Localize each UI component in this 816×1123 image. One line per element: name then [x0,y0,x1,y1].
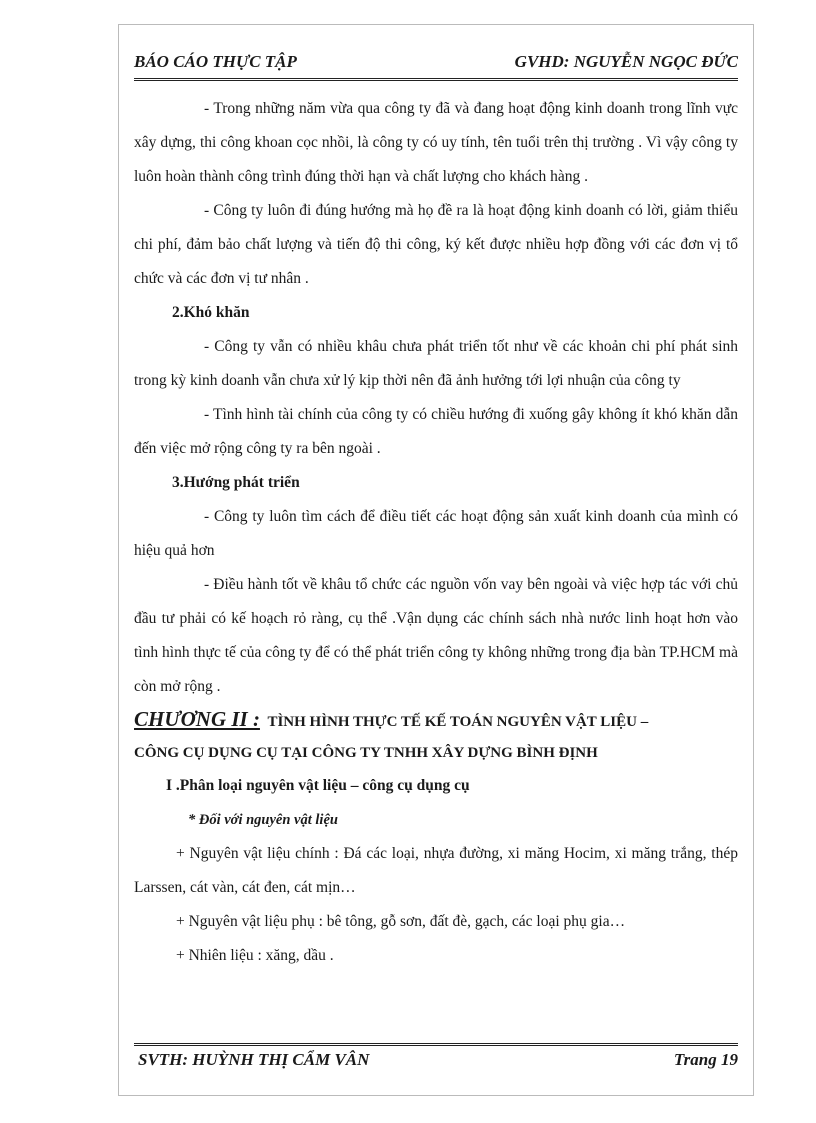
header-rule [134,78,738,81]
list-item: + Nhiên liệu : xăng, dầu . [176,947,334,964]
supervisor-name: GVHD: NGUYỄN NGỌC ĐỨC [514,52,738,71]
list-item: + Nguyên vật liệu phụ : bê tông, gỗ sơn, đất đè, gạch, các loại phụ gia… [176,913,626,930]
chapter-title-line1: TÌNH HÌNH THỰC TẾ KẾ TOÁN NGUYÊN VẬT LIỆU – [267,714,649,730]
paragraph: - Trong những năm vừa qua công ty đã và đang hoạt động kinh doanh trong lĩnh vực xây dựng, thi công khoan cọc nhồi, là công ty có uy tính, tên tuổi trên thị trường . Vì vậy công ty luôn hoàn thành công trình đúng thời hạn và chất lượng cho khách hàng . [134,100,738,185]
list-item: + Nguyên vật liệu chính : Đá các loại, nhựa đường, xi măng Hocim, xi măng trắng, thép Larssen, cát vàn, cát đen, cát mịn… [134,845,738,896]
paragraph: - Công ty vẫn có nhiều khâu chưa phát triển tốt như về các khoản chi phí phát sinh trong kỳ kinh doanh vẫn chưa xử lý kịp thời nên đã ảnh hưởng tới lợi nhuận của công ty [134,338,738,389]
page-footer [138,1050,738,1076]
section-heading: I .Phân loại nguyên vật liệu – công cụ dụng cụ [166,777,470,794]
page-header [134,52,738,78]
chapter-label: CHƯƠNG II : [134,707,260,731]
report-title: BÁO CÁO THỰC TẬP [134,52,297,71]
section-heading-difficulties: 2.Khó khăn [172,304,250,321]
paragraph: - Tình hình tài chính của công ty có chiều hướng đi xuống gây không ít khó khăn dẫn đến việc mở rộng công ty ra bên ngoài . [134,406,738,457]
subsection-heading: * Đối với nguyên vật liệu [188,812,338,828]
section-heading-development: 3.Hướng phát triển [172,474,300,491]
student-name: SVTH: HUỲNH THỊ CẨM VÂN [138,1050,370,1069]
chapter-title-line2: CÔNG CỤ DỤNG CỤ TẠI CÔNG TY TNHH XÂY DỰNG BÌNH ĐỊNH [134,745,598,761]
paragraph: - Công ty luôn đi đúng hướng mà họ đề ra là hoạt động kinh doanh có lời, giảm thiểu chi phí, đảm bảo chất lượng và tiến độ thi công, ký kết được nhiều hợp đồng với các đơn vị tổ chức và các đơn vị tư nhân . [134,202,738,287]
paragraph: - Điều hành tốt về khâu tổ chức các nguồn vốn vay bên ngoài và việc hợp tác với chủ đầu tư phải có kế hoạch rỏ ràng, cụ thể .Vận dụng các chính sách nhà nước linh hoạt hơn vào tình hình thực tế của công ty để có thể phát triển công ty không những trong địa bàn TP.HCM mà còn mở rộng . [134,576,738,695]
chapter-title [134,704,738,737]
page-content [134,92,738,973]
footer-rule [134,1043,738,1046]
paragraph: - Công ty luôn tìm cách để điều tiết các hoạt động sản xuất kinh doanh của mình có hiệu quả hơn [134,508,738,559]
page-number: Trang 19 [673,1050,738,1069]
